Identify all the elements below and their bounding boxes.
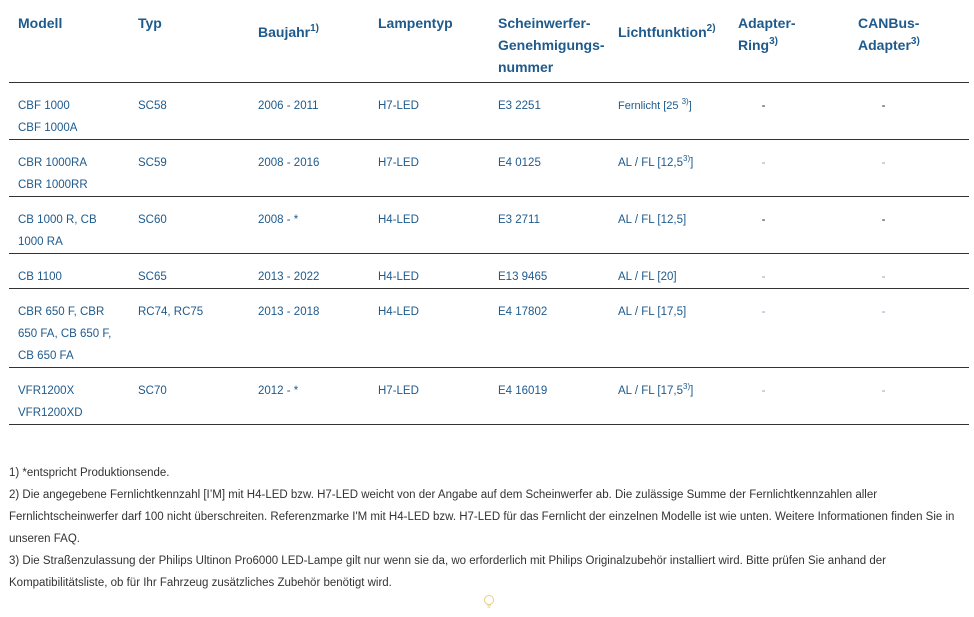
footnote-3: 3) Die Straßenzulassung der Philips Ultinon Pro6000 LED-Lampe gilt nur wenn sie da, wo erforderlich mit Philips Originalzubehör installiert wird. Bitte prüfen Sie anhand der Kompatibilitätsliste, ob für Ihr Fahrzeug zusätzliches Zubehör benötigt wird. [9, 555, 886, 589]
cell-nummer: E3 2251 [498, 99, 541, 112]
cell-baujahr: 2006 - 2011 [258, 99, 319, 112]
header-canbus-adapter: CANBus- Adapter$^{3)}$ [858, 15, 920, 53]
cell-modell: CB 1000 R, CB 1000 RA [18, 213, 97, 248]
cell-adapter-ring: - [761, 156, 766, 169]
cell-adapter-ring: - [761, 270, 766, 283]
table-row [9, 196, 969, 253]
cell-modell: CBF 1000 CBF 1000A [18, 99, 78, 134]
cell-lichtfunktion: AL / FL [12,5$^{3)}$] [618, 153, 694, 169]
cell-canbus: - [881, 384, 886, 397]
cell-lichtfunktion: AL / FL [20] [618, 270, 677, 283]
header-adapter-ring: Adapter- Ring$^{3)}$ [738, 15, 796, 53]
table-row [9, 139, 969, 196]
cell-adapter-ring: - [761, 384, 766, 397]
cell-lichtfunktion: AL / FL [17,5$^{3)}$] [618, 381, 694, 397]
header-lichtfunktion: Lichtfunktion$^{2)}$ [618, 23, 716, 40]
cell-lampentyp: H7-LED [378, 156, 419, 169]
cell-lampentyp: H4-LED [378, 270, 419, 283]
cell-lichtfunktion: AL / FL [12,5] [618, 213, 687, 226]
cell-canbus: - [881, 270, 886, 283]
header-lampentyp: Lampentyp [378, 15, 453, 31]
footnote-2: 2) Die angegebene Fernlichtkennzahl [I’M] mit H4-LED bzw. H7-LED weicht von der Angabe auf dem Scheinwerfer ab. Die zulässige Summe der Fernlichtkennzahlen aller Fernlichtscheinwerfer darf 100 nicht überschreiten. Referenzmarke I'M mit H4-LED bzw. H7-LED für das Fernlicht der einzelnen Modelle ist wie unten. Weitere Informationen finden Sie in unseren FAQ. [9, 489, 955, 545]
cell-baujahr: 2013 - 2018 [258, 305, 320, 318]
cell-adapter-ring: - [761, 305, 766, 318]
cell-nummer: E4 16019 [498, 384, 548, 397]
cell-typ: SC65 [138, 270, 167, 283]
cell-modell: CBR 650 F, CBR 650 FA, CB 650 F, CB 650 FA [18, 305, 112, 362]
header-modell: Modell [18, 15, 63, 31]
compatibility-table [9, 6, 969, 425]
header-scheinwerfer: Scheinwerfer- Genehmigungs- nummer [498, 15, 605, 75]
cell-lampentyp: H4-LED [378, 213, 419, 226]
table-row [9, 253, 969, 288]
cell-adapter-ring: - [761, 213, 766, 226]
header-typ: Typ [138, 15, 162, 31]
cell-baujahr: 2008 - 2016 [258, 156, 320, 169]
cell-adapter-ring: - [761, 99, 766, 112]
cell-typ: SC70 [138, 384, 167, 397]
cell-lampentyp: H7-LED [378, 99, 419, 112]
cell-baujahr: 2012 - * [258, 384, 299, 397]
cell-canbus: - [881, 156, 886, 169]
cell-lampentyp: H4-LED [378, 305, 419, 318]
lightbulb-icon [482, 594, 496, 617]
cell-modell: VFR1200X VFR1200XD [18, 384, 83, 419]
cell-nummer: E3 2711 [498, 213, 540, 226]
header-baujahr: Baujahr$^{1)}$ [258, 23, 320, 40]
cell-nummer: E4 0125 [498, 156, 541, 169]
cell-modell: CBR 1000RA CBR 1000RR [18, 156, 88, 191]
table-header-row [9, 6, 969, 82]
cell-typ: RC74, RC75 [138, 305, 204, 318]
footnotes [9, 462, 964, 594]
cell-baujahr: 2008 - * [258, 213, 299, 226]
table-row [9, 367, 969, 424]
cell-baujahr: 2013 - 2022 [258, 270, 320, 283]
cell-canbus: - [881, 213, 886, 226]
cell-lampentyp: H7-LED [378, 384, 419, 397]
table-row [9, 288, 969, 367]
cell-canbus: - [881, 305, 886, 318]
cell-nummer: E4 17802 [498, 305, 548, 318]
footnote-1: 1) *entspricht Produktionsende. [9, 467, 170, 479]
cell-typ: SC59 [138, 156, 167, 169]
cell-lichtfunktion: AL / FL [17,5] [618, 305, 687, 318]
cell-nummer: E13 9465 [498, 270, 548, 283]
table-row [9, 82, 969, 139]
cell-canbus: - [881, 99, 886, 112]
cell-typ: SC60 [138, 213, 167, 226]
cell-modell: CB 1100 [18, 270, 62, 283]
cell-lichtfunktion: Fernlicht [25 $^{3)}$] [618, 96, 692, 112]
cell-typ: SC58 [138, 99, 167, 112]
